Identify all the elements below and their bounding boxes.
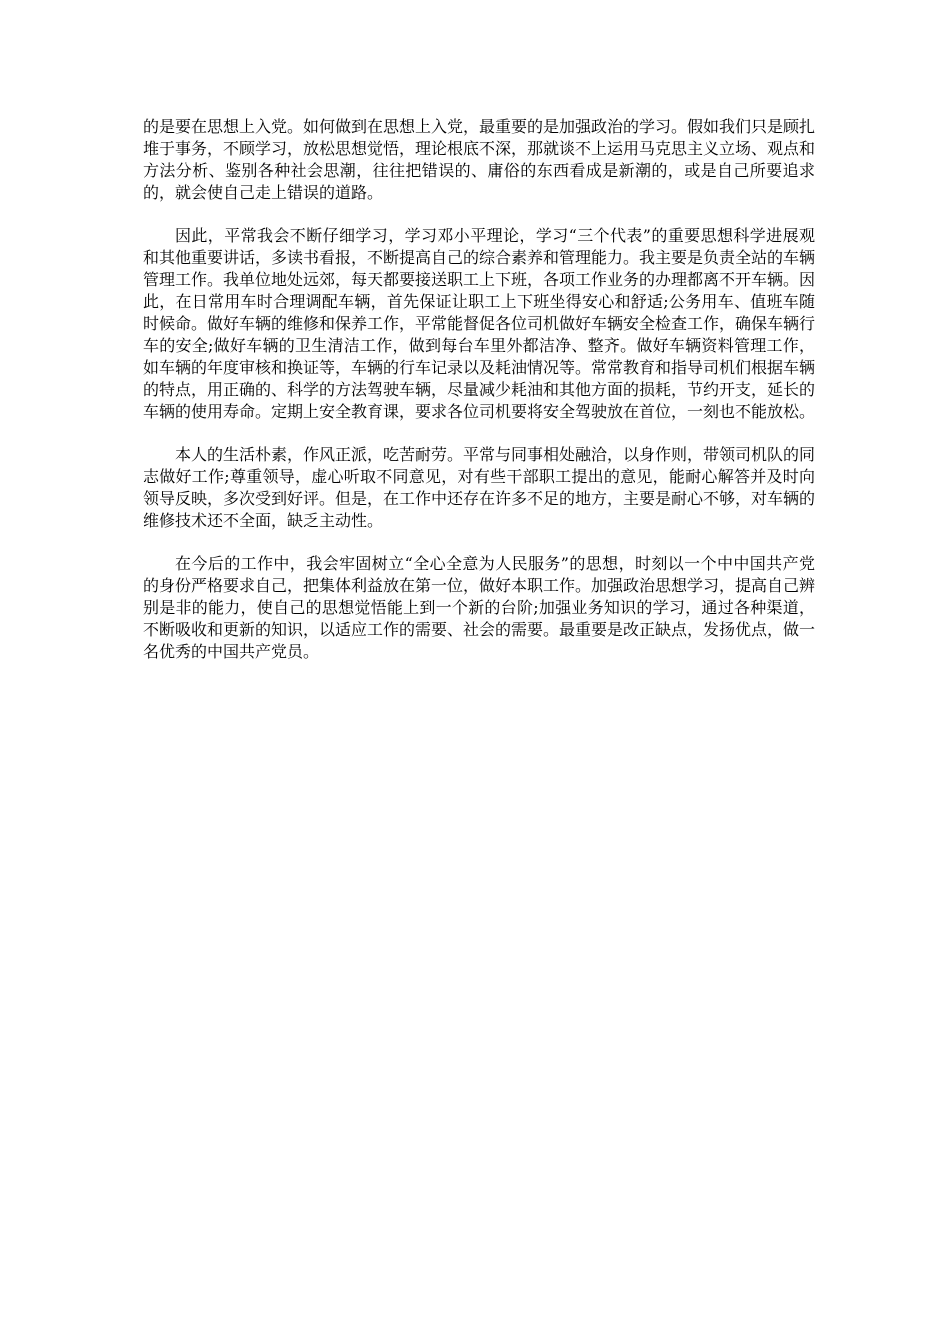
paragraph-personal-conduct: 本人的生活朴素，作风正派，吃苦耐劳。平常与同事相处融洽，以身作则，带领司机队的同志做好工作;尊重领导，虚心听取不同意见，对有些干部职工提出的意见，能耐心解答并及时向领导反映，多次受到好评。但是，在工作中还存在许多不足的地方，主要是耐心不够，对车辆的维修技术还不全面，缺乏主动性。	[143, 445, 816, 530]
paragraph-study-and-vehicle-management: 因此，平常我会不断仔细学习，学习邓小平理论，学习“三个代表”的重要思想科学进展观和其他重要讲话，多读书看报，不断提高自己的综合素养和管理能力。我主要是负责全站的车辆管理工作。我单位地处远郊，每天都要接送职工上下班，各项工作业务的办理都离不开车辆。因此，在日常用车时合理调配车辆，首先保证让职工上下班坐得安心和舒适;公务用车、值班车随时候命。做好车辆的维修和保养工作，平常能督促各位司机做好车辆安全检查工作，确保车辆行车的安全;做好车辆的卫生清洁工作，做到每台车里外都洁净、整齐。做好车辆资料管理工作，如车辆的年度审核和换证等，车辆的行车记录以及耗油情况等。常常教育和指导司机们根据车辆的特点，用正确的、科学的方法驾驶车辆，尽量减少耗油和其他方面的损耗，节约开支，延长的车辆的使用寿命。定期上安全教育课，要求各位司机要将安全驾驶放在首位，一刻也不能放松。	[143, 226, 816, 421]
paragraph-future-work: 在今后的工作中，我会牢固树立“全心全意为人民服务”的思想，时刻以一个中中国共产党的身份严格要求自己，把集体利益放在第一位，做好本职工作。加强政治思想学习，提高自己辨别是非的能力，使自己的思想觉悟能上到一个新的台阶;加强业务知识的学习，通过各种渠道，不断吸收和更新的知识，以适应工作的需要、社会的需要。最重要是改正缺点，发扬优点，做一名优秀的中国共产党员。	[143, 554, 816, 661]
paragraph-continuation: 的是要在思想上入党。如何做到在思想上入党，最重要的是加强政治的学习。假如我们只是顾扎堆于事务，不顾学习，放松思想觉悟，理论根底不深，那就谈不上运用马克思主义立场、观点和方法分析、鉴别各种社会思潮，往往把错误的、庸俗的东西看成是新潮的，或是自己所要追求的，就会使自己走上错误的道路。	[143, 117, 816, 202]
document-body	[143, 116, 815, 684]
